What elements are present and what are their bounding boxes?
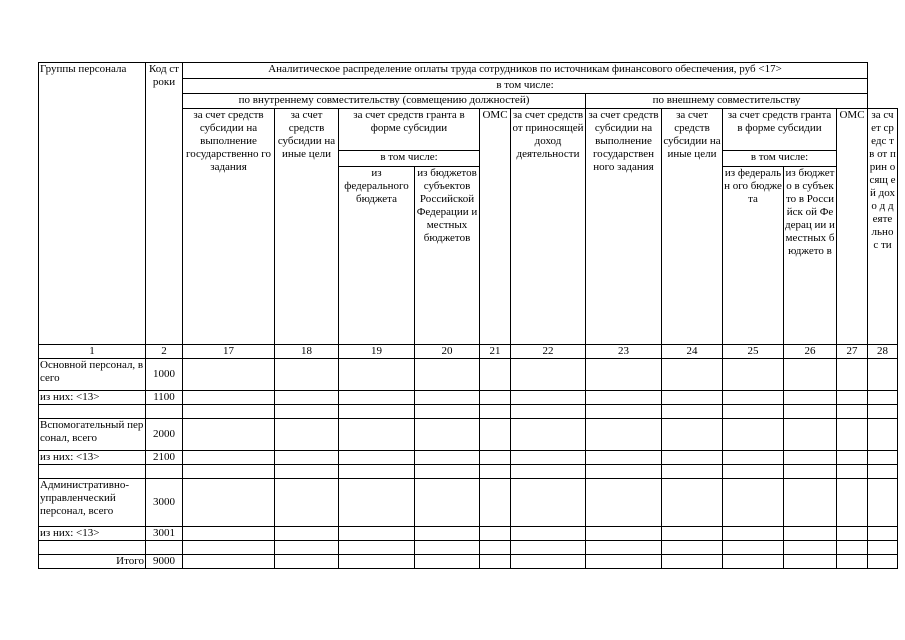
data-cell[interactable] <box>275 405 339 419</box>
data-cell[interactable] <box>784 527 837 541</box>
data-cell[interactable] <box>662 391 723 405</box>
data-cell[interactable] <box>723 405 784 419</box>
data-cell[interactable] <box>183 555 275 569</box>
data-cell[interactable] <box>662 479 723 527</box>
data-cell[interactable] <box>784 479 837 527</box>
data-cell[interactable] <box>586 465 662 479</box>
data-cell[interactable] <box>868 391 898 405</box>
row-label: из них: <13> <box>39 391 146 405</box>
col-number: 26 <box>784 345 837 359</box>
col-grant-incl: в том числе: <box>339 151 480 167</box>
data-cell[interactable] <box>586 405 662 419</box>
row-code: 2000 <box>146 419 183 451</box>
data-cell[interactable] <box>662 359 723 391</box>
data-cell[interactable] <box>586 451 662 465</box>
table-row <box>39 479 898 527</box>
data-cell[interactable] <box>480 359 511 391</box>
table-row <box>39 359 898 391</box>
col-subsidy-other: за счет средств субсидии на иные цели <box>275 109 339 345</box>
data-cell[interactable] <box>586 527 662 541</box>
row-code: 3001 <box>146 527 183 541</box>
data-cell[interactable] <box>784 541 837 555</box>
data-cell[interactable] <box>784 465 837 479</box>
col-ext-grant-incl: в том числе: <box>723 151 837 167</box>
empty-cell <box>146 541 183 555</box>
row-label: Основной персонал, всего <box>39 359 146 391</box>
header-incl-spacer <box>868 79 898 94</box>
data-cell[interactable] <box>480 555 511 569</box>
data-cell[interactable] <box>868 527 898 541</box>
data-cell[interactable] <box>339 419 415 451</box>
data-cell[interactable] <box>723 451 784 465</box>
data-cell[interactable] <box>511 541 586 555</box>
data-cell[interactable] <box>480 391 511 405</box>
data-cell[interactable] <box>784 419 837 451</box>
col-ext-income: за счет средс тв от прин осящ ей дохо д деяте льнос ти <box>868 109 898 345</box>
data-cell[interactable] <box>662 419 723 451</box>
data-cell[interactable] <box>662 555 723 569</box>
data-cell[interactable] <box>511 419 586 451</box>
data-cell[interactable] <box>275 527 339 541</box>
table-row <box>39 555 898 569</box>
col-number: 23 <box>586 345 662 359</box>
data-cell[interactable] <box>183 451 275 465</box>
empty-cell <box>146 405 183 419</box>
col-number: 22 <box>511 345 586 359</box>
data-cell[interactable] <box>275 541 339 555</box>
data-cell[interactable] <box>511 555 586 569</box>
data-cell[interactable] <box>662 527 723 541</box>
data-cell[interactable] <box>662 451 723 465</box>
data-cell[interactable] <box>586 419 662 451</box>
data-cell[interactable] <box>511 391 586 405</box>
header-group-cont <box>39 94 146 109</box>
header-group-cont <box>39 167 146 345</box>
data-cell[interactable] <box>415 451 480 465</box>
table-row <box>39 451 898 465</box>
data-cell[interactable] <box>723 465 784 479</box>
data-cell[interactable] <box>339 541 415 555</box>
data-cell[interactable] <box>662 405 723 419</box>
table-row <box>39 405 898 419</box>
header-external: по внешнему совместительству <box>586 94 868 109</box>
data-cell[interactable] <box>723 555 784 569</box>
data-cell[interactable] <box>275 359 339 391</box>
header-external-spacer <box>868 94 898 109</box>
data-cell[interactable] <box>511 527 586 541</box>
table-row <box>39 419 898 451</box>
header-group-cont <box>39 79 146 94</box>
col-number: 18 <box>275 345 339 359</box>
header-code-cont <box>146 109 183 151</box>
col-ext-subsidy-state: за счет средств субсидии на выполнение государствен ного задания <box>586 109 662 345</box>
data-cell[interactable] <box>723 541 784 555</box>
data-cell[interactable] <box>784 405 837 419</box>
col-ext-subsidy-other: за счет средств субсидии на иные цели <box>662 109 723 345</box>
col-number: 24 <box>662 345 723 359</box>
data-cell[interactable] <box>339 359 415 391</box>
col-number: 1 <box>39 345 146 359</box>
data-cell[interactable] <box>511 359 586 391</box>
col-regional: из бюджетов субъектов Российской Федерации и местных бюджетов <box>415 167 480 345</box>
data-cell[interactable] <box>511 465 586 479</box>
header-code-cont <box>146 94 183 109</box>
col-number: 27 <box>837 345 868 359</box>
empty-cell <box>39 465 146 479</box>
header-code-cont <box>146 167 183 345</box>
data-cell[interactable] <box>480 479 511 527</box>
header-incl: в том числе: <box>183 79 868 94</box>
empty-cell <box>39 541 146 555</box>
data-cell[interactable] <box>183 527 275 541</box>
data-cell[interactable] <box>586 359 662 391</box>
table-row <box>39 541 898 555</box>
row-label: из них: <13> <box>39 527 146 541</box>
data-cell[interactable] <box>415 479 480 527</box>
row-code: 3000 <box>146 479 183 527</box>
data-cell[interactable] <box>415 359 480 391</box>
data-cell[interactable] <box>339 479 415 527</box>
col-number: 17 <box>183 345 275 359</box>
data-cell[interactable] <box>837 479 868 527</box>
data-cell[interactable] <box>586 541 662 555</box>
data-cell[interactable] <box>415 527 480 541</box>
data-cell[interactable] <box>837 541 868 555</box>
row-label: Административно-управленческий персонал, всего <box>39 479 146 527</box>
data-cell[interactable] <box>837 555 868 569</box>
data-cell[interactable] <box>868 479 898 527</box>
col-ext-regional: из бюджето в субъекто в Российск ой Федерац ии и местных бюджето в <box>784 167 837 345</box>
data-cell[interactable] <box>480 465 511 479</box>
data-cell[interactable] <box>586 555 662 569</box>
row-code: 1000 <box>146 359 183 391</box>
total-code: 9000 <box>146 555 183 569</box>
data-cell[interactable] <box>837 465 868 479</box>
data-cell[interactable] <box>339 527 415 541</box>
salary-distribution-table <box>38 62 898 569</box>
data-cell[interactable] <box>868 419 898 451</box>
data-cell[interactable] <box>339 451 415 465</box>
col-number: 21 <box>480 345 511 359</box>
data-cell[interactable] <box>183 479 275 527</box>
data-cell[interactable] <box>784 451 837 465</box>
data-cell[interactable] <box>784 391 837 405</box>
data-cell[interactable] <box>784 359 837 391</box>
data-cell[interactable] <box>415 419 480 451</box>
data-cell[interactable] <box>837 359 868 391</box>
table-row <box>39 465 898 479</box>
col-number: 2 <box>146 345 183 359</box>
total-label: Итого <box>39 555 146 569</box>
data-cell[interactable] <box>511 405 586 419</box>
data-cell[interactable] <box>415 465 480 479</box>
header-group: Группы персонала <box>39 63 146 79</box>
col-oms: ОМС <box>480 109 511 345</box>
data-cell[interactable] <box>275 451 339 465</box>
data-cell[interactable] <box>511 479 586 527</box>
data-cell[interactable] <box>837 527 868 541</box>
data-cell[interactable] <box>183 419 275 451</box>
row-code: 1100 <box>146 391 183 405</box>
row-label: из них: <13> <box>39 451 146 465</box>
table-row <box>39 391 898 405</box>
data-cell[interactable] <box>480 405 511 419</box>
data-cell[interactable] <box>511 451 586 465</box>
data-cell[interactable] <box>723 479 784 527</box>
data-cell[interactable] <box>339 555 415 569</box>
data-cell[interactable] <box>480 451 511 465</box>
col-number: 20 <box>415 345 480 359</box>
data-cell[interactable] <box>586 479 662 527</box>
data-cell[interactable] <box>723 359 784 391</box>
data-cell[interactable] <box>415 405 480 419</box>
data-cell[interactable] <box>837 451 868 465</box>
data-cell[interactable] <box>339 405 415 419</box>
data-cell[interactable] <box>183 541 275 555</box>
col-federal: из федерального бюджета <box>339 167 415 345</box>
header-code-cont <box>146 151 183 167</box>
col-income: за счет средств от приносящей доход деятельности <box>511 109 586 345</box>
header-internal: по внутреннему совместительству (совмещению должностей) <box>183 94 586 109</box>
data-cell[interactable] <box>275 555 339 569</box>
col-number: 19 <box>339 345 415 359</box>
data-cell[interactable] <box>415 541 480 555</box>
col-number: 25 <box>723 345 784 359</box>
data-cell[interactable] <box>480 527 511 541</box>
col-ext-federal: из федеральн ого бюджета <box>723 167 784 345</box>
data-cell[interactable] <box>183 359 275 391</box>
data-cell[interactable] <box>868 541 898 555</box>
data-cell[interactable] <box>415 391 480 405</box>
data-cell[interactable] <box>837 405 868 419</box>
col-ext-oms: ОМС <box>837 109 868 345</box>
header-group-cont <box>39 151 146 167</box>
col-subsidy-state: за счет средств субсидии на выполнение государственно го задания <box>183 109 275 345</box>
row-code: 2100 <box>146 451 183 465</box>
data-cell[interactable] <box>480 419 511 451</box>
data-cell[interactable] <box>339 391 415 405</box>
header-group-cont <box>39 109 146 151</box>
data-cell[interactable] <box>837 391 868 405</box>
data-cell[interactable] <box>275 419 339 451</box>
data-cell[interactable] <box>275 465 339 479</box>
row-label: Вспомогательный персонал, всего <box>39 419 146 451</box>
data-cell[interactable] <box>868 405 898 419</box>
header-title: Аналитическое распределение оплаты труда сотрудников по источникам финансового обеспечения, руб <17> <box>183 63 868 79</box>
data-cell[interactable] <box>723 419 784 451</box>
col-number: 28 <box>868 345 898 359</box>
header-code: Код строки <box>146 63 183 94</box>
header-title-spacer <box>868 63 898 79</box>
data-cell[interactable] <box>275 391 339 405</box>
data-cell[interactable] <box>586 391 662 405</box>
empty-cell <box>146 465 183 479</box>
data-cell[interactable] <box>662 465 723 479</box>
data-cell[interactable] <box>183 465 275 479</box>
data-cell[interactable] <box>868 451 898 465</box>
data-cell[interactable] <box>415 555 480 569</box>
data-cell[interactable] <box>339 465 415 479</box>
data-cell[interactable] <box>723 527 784 541</box>
data-cell[interactable] <box>183 405 275 419</box>
data-cell[interactable] <box>275 479 339 527</box>
empty-cell <box>39 405 146 419</box>
data-cell[interactable] <box>868 465 898 479</box>
data-cell[interactable] <box>784 555 837 569</box>
data-cell[interactable] <box>662 541 723 555</box>
table-row <box>39 527 898 541</box>
data-cell[interactable] <box>480 541 511 555</box>
data-cell[interactable] <box>837 419 868 451</box>
data-cell[interactable] <box>868 555 898 569</box>
data-cell[interactable] <box>868 359 898 391</box>
col-grant: за счет средств гранта в форме субсидии <box>339 109 480 151</box>
col-ext-grant: за счет средств гранта в форме субсидии <box>723 109 837 151</box>
data-cell[interactable] <box>723 391 784 405</box>
data-cell[interactable] <box>183 391 275 405</box>
